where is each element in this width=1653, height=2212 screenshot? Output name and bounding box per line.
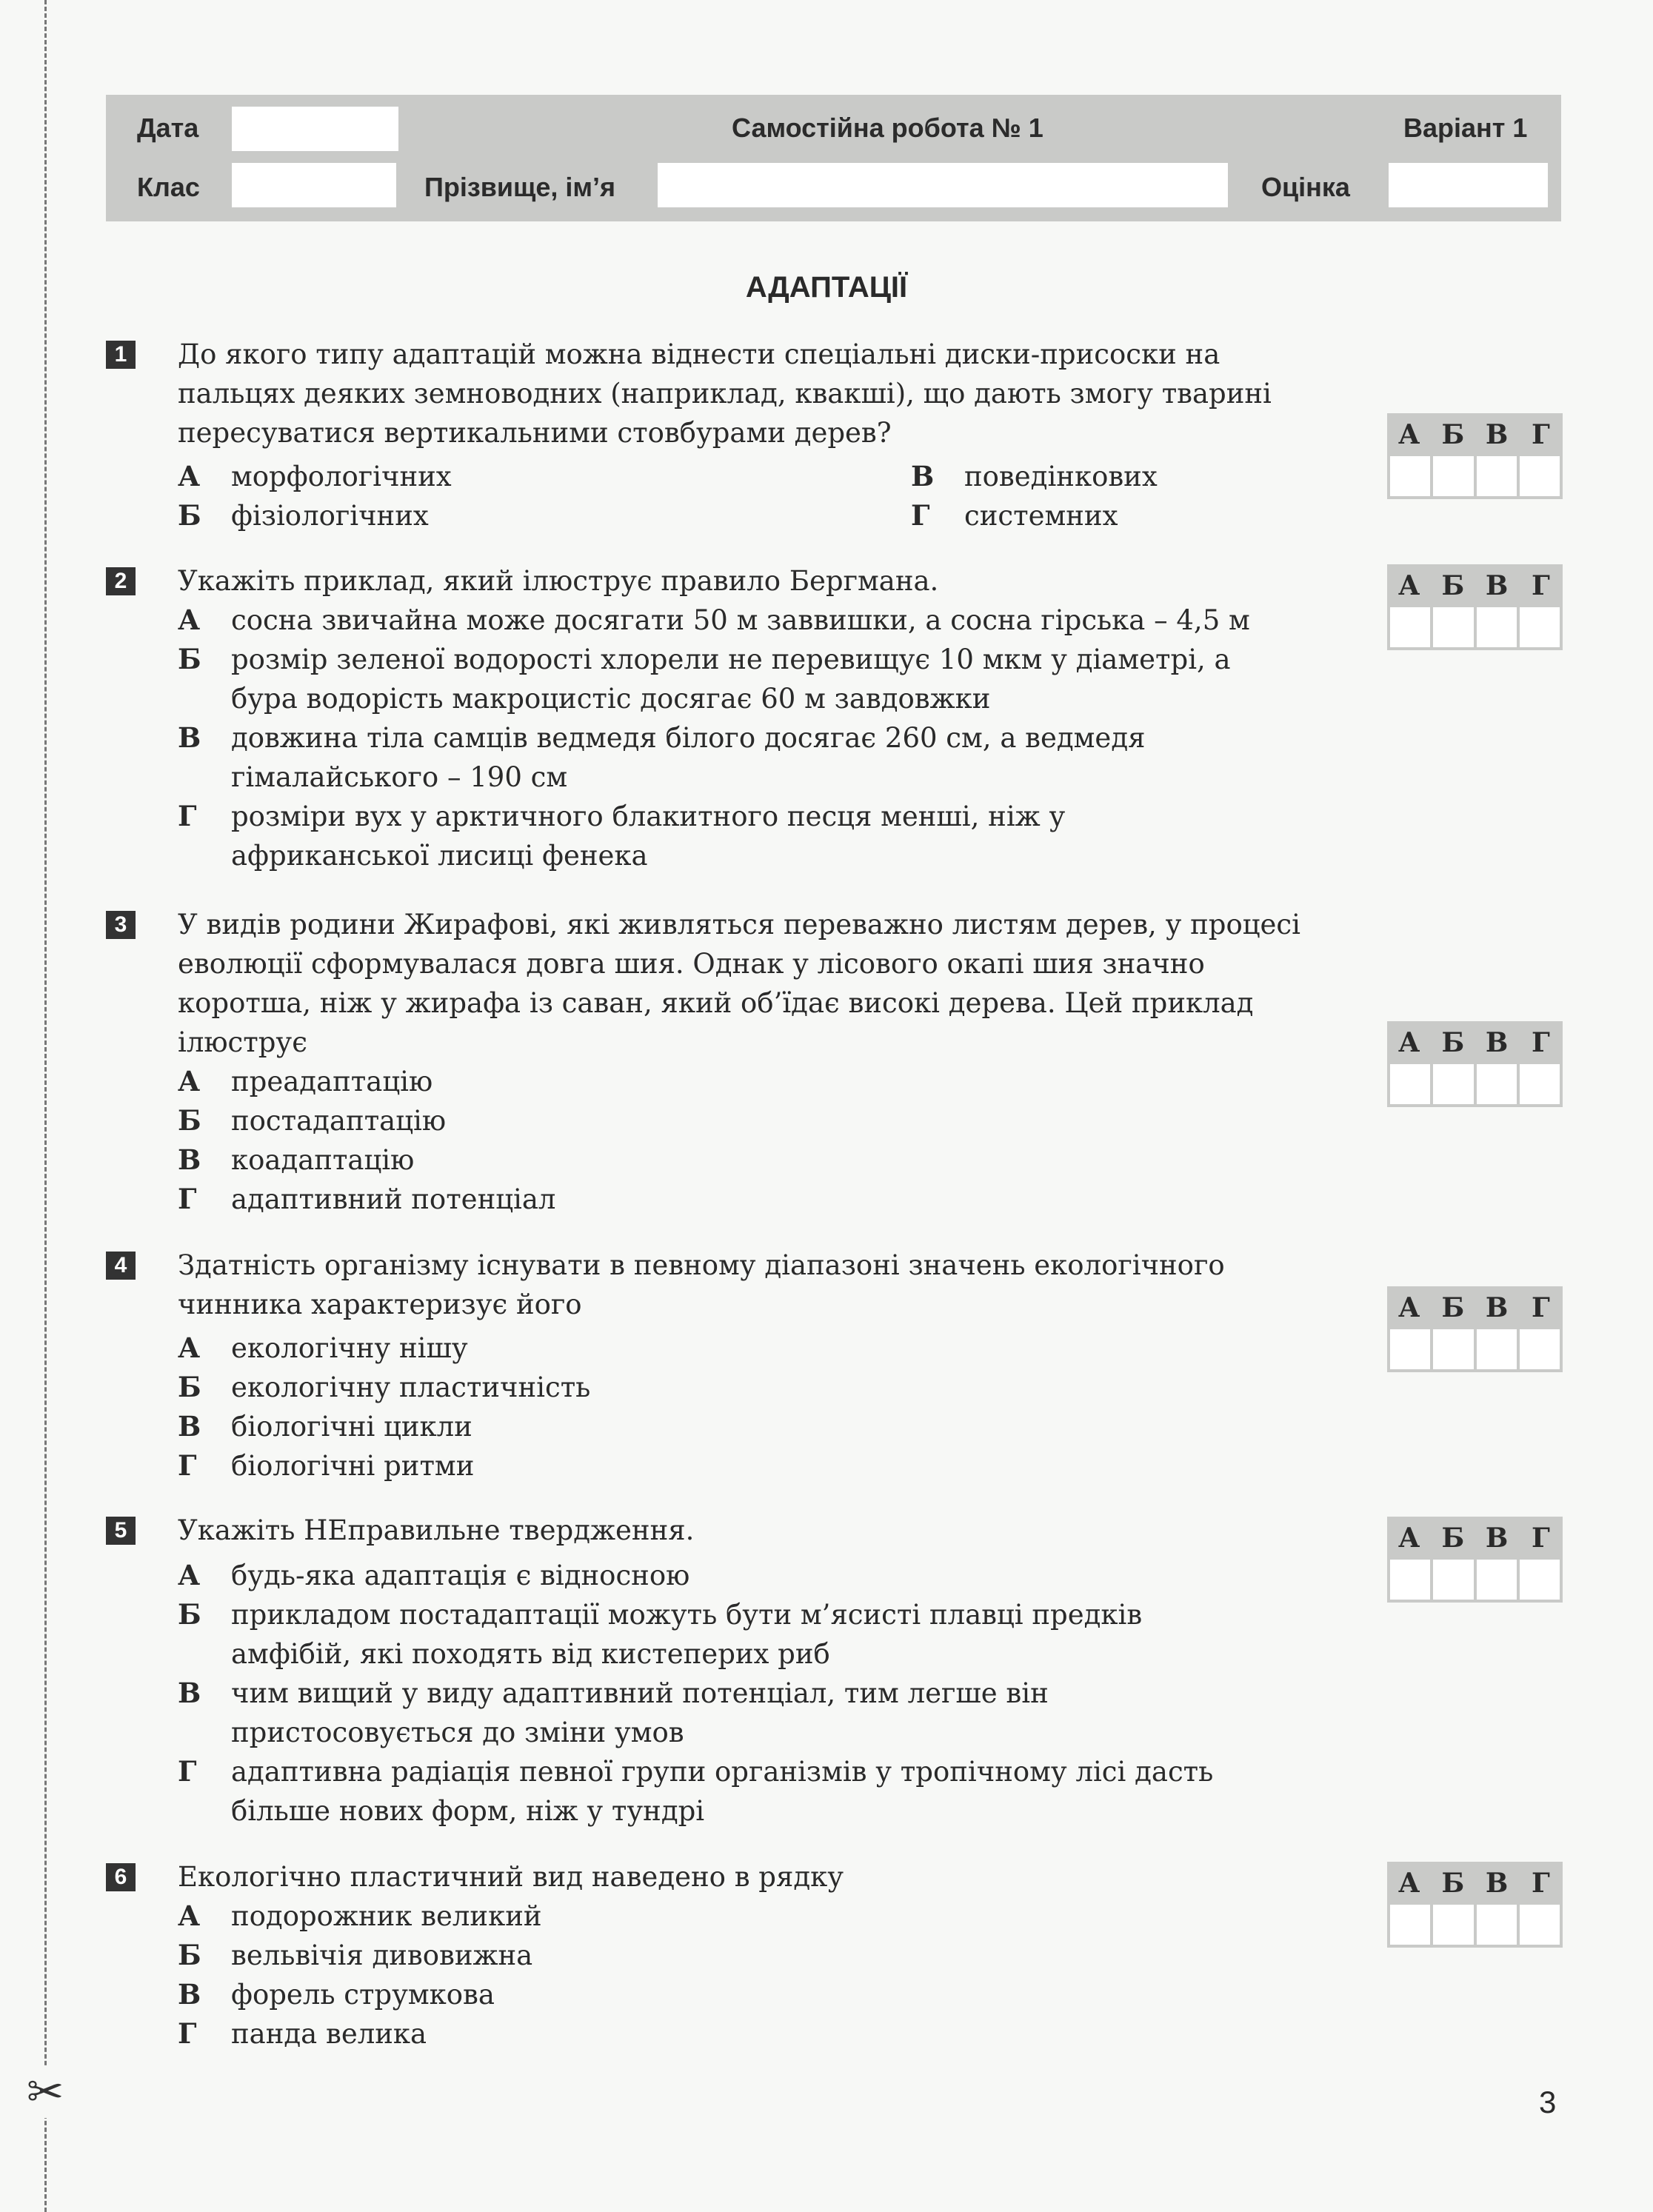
- option-g: Г біологічні ритми: [178, 1449, 475, 1482]
- answer-cell[interactable]: [1477, 607, 1517, 647]
- question-text: Екологічно пластичний вид наведено в рядку: [178, 1861, 844, 1893]
- option-v: В чим вищий у виду адаптивний потенціал, тим легше він пристосовується до зміни умов: [178, 1677, 1049, 1748]
- page-title: АДАПТАЦІЇ: [745, 271, 908, 304]
- name-field[interactable]: [658, 163, 1228, 207]
- question-1: [106, 335, 1380, 535]
- answer-cell[interactable]: [1520, 607, 1560, 647]
- option-b: Б розмір зеленої водорості хлорели не перевищує 10 мкм у діаметрі, а бура водорість макроцистіс досягає 60 м завдовжки: [178, 643, 1231, 715]
- question-number: 4: [106, 1252, 136, 1280]
- option-v: В довжина тіла самців ведмедя білого досягає 260 см, а ведмедя гімалайського – 190 см: [178, 721, 1146, 793]
- option-b: Б фізіологічних: [178, 499, 429, 532]
- answer-cell[interactable]: [1433, 1905, 1473, 1945]
- answer-cell[interactable]: [1433, 1064, 1473, 1104]
- option-a: А сосна звичайна може досягати 50 м заввишки, а сосна гірська – 4,5 м: [178, 604, 1250, 636]
- option-b: Б постадаптацію: [178, 1104, 447, 1137]
- answer-grid-2[interactable]: А Б В Г: [1387, 564, 1563, 650]
- answer-cell[interactable]: [1390, 456, 1430, 496]
- option-v: В біологічні цикли: [178, 1410, 472, 1443]
- option-b: Б екологічну пластичність: [178, 1371, 591, 1403]
- answer-cell[interactable]: [1520, 456, 1560, 496]
- question-2: [106, 561, 1380, 875]
- question-text: Укажіть НЕправильне твердження.: [178, 1514, 695, 1546]
- option-g: Г адаптивна радіація певної групи організмів у тропічному лісі дасть більше нових форм, ніж у тундрі: [178, 1755, 1214, 1827]
- option-a: А преадаптацію: [178, 1065, 433, 1097]
- header-band: [106, 95, 1561, 221]
- option-g: Г адаптивний потенціал: [178, 1183, 556, 1215]
- answer-grid-6[interactable]: А Б В Г: [1387, 1862, 1563, 1948]
- answer-grid-5[interactable]: А Б В Г: [1387, 1517, 1563, 1603]
- answer-grid-4[interactable]: А Б В Г: [1387, 1286, 1563, 1372]
- date-label: Дата: [137, 113, 199, 143]
- question-text: Здатність організму існувати в певному діапазоні значень екологічного чинника характеризує його: [178, 1249, 1225, 1320]
- answer-cell[interactable]: [1520, 1560, 1560, 1600]
- option-g: Г системних: [911, 499, 1118, 532]
- answer-grid-3[interactable]: А Б В Г: [1387, 1021, 1563, 1107]
- answer-cell[interactable]: [1520, 1905, 1560, 1945]
- answer-cell[interactable]: [1477, 1064, 1517, 1104]
- question-5: [106, 1511, 1380, 1831]
- question-number: 5: [106, 1517, 136, 1545]
- question-text: Укажіть приклад, який ілюструє правило Бергмана.: [178, 565, 939, 597]
- option-a: А будь-яка адаптація є відносною: [178, 1559, 690, 1591]
- answer-cell[interactable]: [1390, 607, 1430, 647]
- answer-cell[interactable]: [1477, 1905, 1517, 1945]
- class-label: Клас: [137, 172, 200, 202]
- grade-field[interactable]: [1389, 163, 1548, 207]
- option-g: Г панда велика: [178, 2017, 427, 2050]
- option-g: Г розміри вух у арктичного блакитного песця менші, ніж у африканської лисиці фенека: [178, 800, 1066, 872]
- work-title: Самостійна робота № 1: [732, 113, 1043, 143]
- question-number: 1: [106, 341, 136, 369]
- answer-grid-1[interactable]: А Б В Г: [1387, 413, 1563, 499]
- cut-line: [44, 0, 47, 2212]
- grade-label: Оцінка: [1261, 172, 1350, 202]
- option-a: А подорожник великий: [178, 1899, 542, 1932]
- answer-cell[interactable]: [1520, 1064, 1560, 1104]
- question-number: 6: [106, 1863, 136, 1891]
- answer-cell[interactable]: [1520, 1329, 1560, 1369]
- question-4: [106, 1246, 1380, 1486]
- variant-label: Варіант 1: [1403, 113, 1528, 143]
- class-field[interactable]: [232, 163, 396, 207]
- option-v: В форель струмкова: [178, 1978, 495, 2011]
- answer-cell[interactable]: [1390, 1329, 1430, 1369]
- option-a: А морфологічних: [178, 460, 452, 492]
- question-6: [106, 1857, 1380, 2054]
- date-field[interactable]: [232, 107, 398, 151]
- answer-cell[interactable]: [1433, 607, 1473, 647]
- question-3: [106, 905, 1380, 1219]
- answer-cell[interactable]: [1390, 1905, 1430, 1945]
- question-number: 3: [106, 911, 136, 939]
- answer-cell[interactable]: [1390, 1560, 1430, 1600]
- option-b: Б прикладом постадаптації можуть бути м’ясисті плавці предків амфібій, які походять від кистеперих риб: [178, 1598, 1143, 1670]
- answer-cell[interactable]: [1433, 456, 1473, 496]
- option-b: Б вельвічія дивовижна: [178, 1939, 533, 1971]
- answer-cell[interactable]: [1477, 1329, 1517, 1369]
- question-text: До якого типу адаптацій можна віднести спеціальні диски-присоски на пальцях деяких земноводних (наприклад, квакші), що дають змогу тварині пересуватися вертикальними стовбурами дерев?: [178, 338, 1272, 449]
- name-label: Прізвище, ім’я: [424, 172, 616, 202]
- question-text: У видів родини Жирафові, які живляться переважно листям дерев, у процесі еволюції сформувалася довга шия. Однак у лісового окапі шия значно коротша, ніж у жирафа із саван, який об’їдає високі дерева. Цей приклад ілюструє: [178, 909, 1300, 1058]
- answer-cell[interactable]: [1433, 1329, 1473, 1369]
- answer-cell[interactable]: [1477, 456, 1517, 496]
- answer-cell[interactable]: [1433, 1560, 1473, 1600]
- question-number: 2: [106, 567, 136, 595]
- answer-cell[interactable]: [1390, 1064, 1430, 1104]
- option-v: В коадаптацію: [178, 1143, 415, 1176]
- answer-cell[interactable]: [1477, 1560, 1517, 1600]
- page-number: 3: [1539, 2085, 1557, 2119]
- scissors-icon: ✂: [27, 2066, 64, 2118]
- option-v: В поведінкових: [911, 460, 1158, 492]
- option-a: А екологічну нішу: [178, 1331, 468, 1364]
